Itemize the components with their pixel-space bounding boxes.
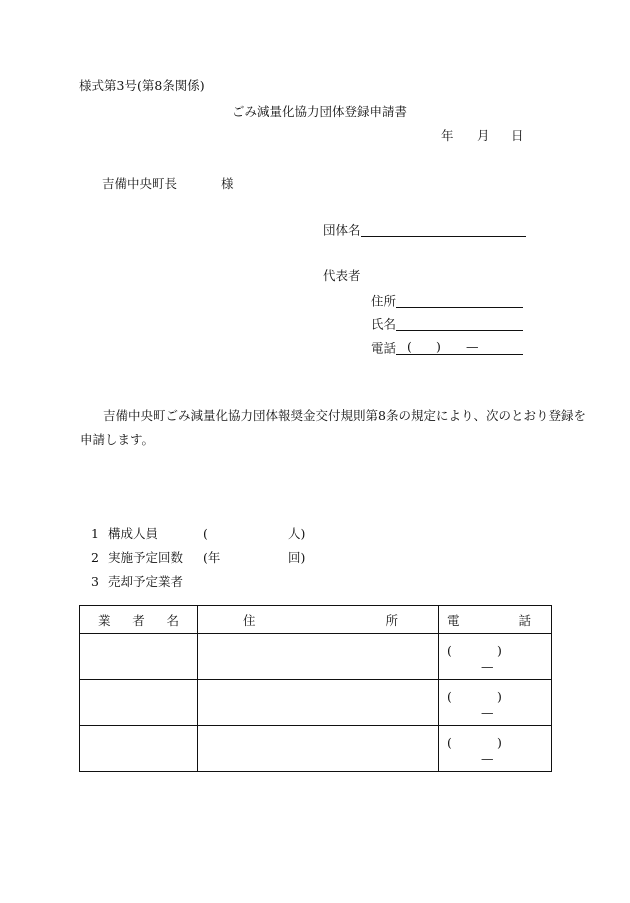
date-year-label: 年 bbox=[441, 128, 454, 143]
address-field[interactable] bbox=[371, 294, 523, 308]
phone-dash: — bbox=[481, 705, 494, 720]
item-close: 回) bbox=[288, 550, 306, 565]
phone-paren-open: ( bbox=[447, 735, 452, 750]
vendor-phone-cell[interactable] bbox=[439, 634, 552, 680]
phone-dash: — bbox=[481, 659, 494, 674]
phone-dash: — bbox=[481, 751, 494, 766]
vendor-address-cell[interactable] bbox=[198, 634, 439, 680]
item-number: 1 bbox=[91, 526, 99, 541]
group-name-line bbox=[361, 223, 526, 237]
vendor-address-cell[interactable] bbox=[198, 726, 439, 772]
phone-paren-close: ) bbox=[436, 339, 441, 354]
phone-paren-open: ( bbox=[447, 689, 452, 704]
vendor-name-cell[interactable] bbox=[80, 726, 198, 772]
item-label: 売却予定業者 bbox=[108, 574, 184, 589]
item-number: 3 bbox=[91, 574, 99, 589]
item-3 bbox=[91, 574, 184, 589]
item-1 bbox=[91, 526, 306, 541]
phone-line bbox=[396, 341, 523, 355]
table-header-row bbox=[80, 606, 552, 634]
phone-paren-close: ) bbox=[497, 689, 502, 704]
item-close: 人) bbox=[288, 526, 306, 541]
name-label: 氏名 bbox=[371, 316, 397, 332]
group-name-field[interactable] bbox=[323, 223, 526, 237]
phone-label: 電話 bbox=[371, 340, 397, 356]
page-title: ごみ減量化協力団体登録申請書 bbox=[232, 104, 408, 119]
phone-paren-close: ) bbox=[497, 735, 502, 750]
table-row bbox=[80, 680, 552, 726]
form-number: 様式第3号(第8条関係) bbox=[79, 78, 205, 93]
table-row bbox=[80, 634, 552, 680]
addressee-name: 吉備中央町長 bbox=[102, 176, 178, 191]
item-open: (年 bbox=[203, 550, 221, 565]
name-line bbox=[396, 317, 523, 331]
item-number: 2 bbox=[91, 550, 99, 565]
header-address: 住 所 bbox=[198, 606, 439, 634]
vendor-address-cell[interactable] bbox=[198, 680, 439, 726]
body-text-line2: 申請します。 bbox=[80, 432, 155, 447]
phone-paren-close: ) bbox=[497, 643, 502, 658]
group-name-label: 団体名 bbox=[323, 222, 361, 238]
address-line bbox=[396, 294, 523, 308]
name-field[interactable] bbox=[371, 317, 523, 331]
vendor-table bbox=[79, 605, 552, 772]
representative-label: 代表者 bbox=[323, 268, 361, 283]
phone-field[interactable] bbox=[371, 341, 523, 355]
vendor-phone-cell[interactable] bbox=[439, 680, 552, 726]
vendor-name-cell[interactable] bbox=[80, 634, 198, 680]
item-open: ( bbox=[203, 526, 208, 541]
header-vendor-name: 業 者 名 bbox=[80, 606, 198, 634]
item-2 bbox=[91, 550, 306, 565]
date-day-label: 日 bbox=[511, 128, 524, 143]
body-text-line1: 吉備中央町ごみ減量化協力団体報奨金交付規則第8条の規定により、次のとおり登録を bbox=[103, 408, 586, 423]
phone-paren-open: ( bbox=[407, 339, 412, 354]
phone-paren-open: ( bbox=[447, 643, 452, 658]
item-label: 実施予定回数 bbox=[108, 550, 184, 565]
addressee-honorific: 様 bbox=[221, 176, 234, 191]
header-phone: 電 話 bbox=[439, 606, 552, 634]
address-label: 住所 bbox=[371, 293, 397, 309]
date-month-label: 月 bbox=[477, 128, 490, 143]
vendor-name-cell[interactable] bbox=[80, 680, 198, 726]
phone-dash: — bbox=[466, 339, 479, 354]
item-label: 構成人員 bbox=[108, 526, 159, 541]
vendor-phone-cell[interactable] bbox=[439, 726, 552, 772]
table-row bbox=[80, 726, 552, 772]
